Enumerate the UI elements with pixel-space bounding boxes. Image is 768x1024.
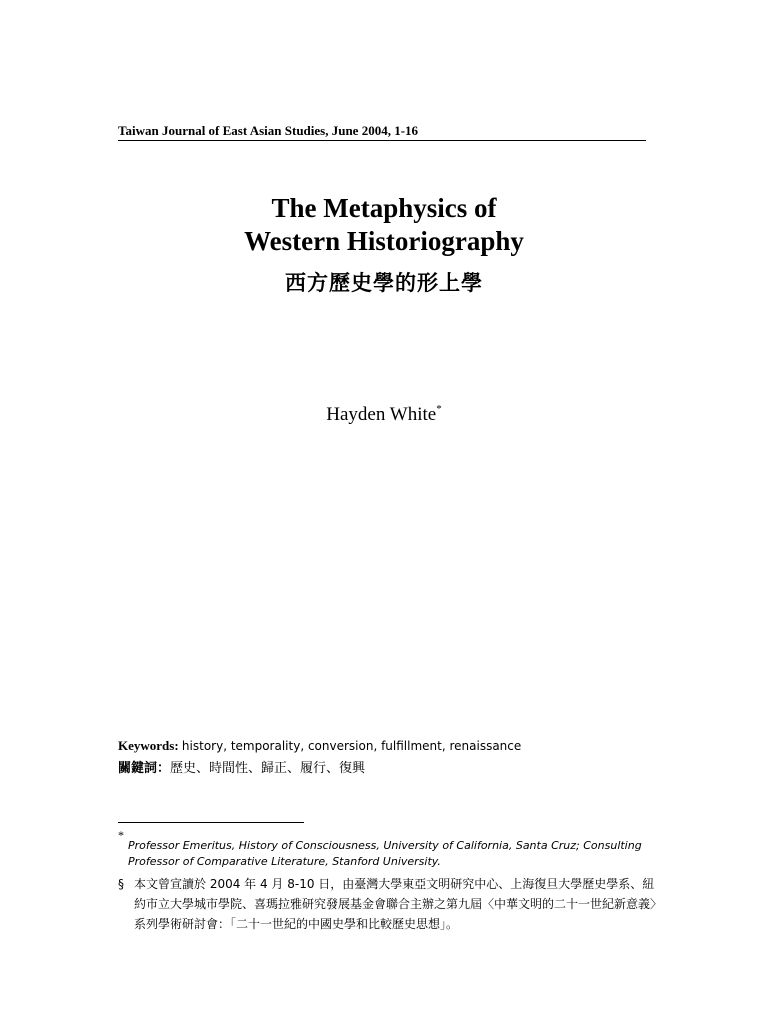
keywords-label: Keywords:	[118, 738, 179, 753]
author	[0, 403, 768, 427]
title-line-2: Western Historiography	[244, 226, 524, 256]
author-footnote-marker: *	[436, 403, 442, 415]
keywords	[118, 737, 521, 755]
footnote-affiliation: Professor Emeritus, History of Consciousness, University of California, Santa Cruz; Consulting Professor of Comparative Literature, Stanford University.	[128, 839, 642, 868]
footnote-marker: *	[118, 828, 124, 842]
journal-citation: Taiwan Journal of East Asian Studies, June 2004, 1-16	[118, 123, 419, 138]
title-line-1: The Metaphysics of	[271, 193, 497, 223]
keywords-chinese-label: 關鍵詞：	[118, 761, 171, 776]
keywords-chinese	[118, 759, 365, 779]
presentation-note	[118, 874, 658, 934]
author-name: Hayden White	[326, 404, 437, 425]
note-text: 本文曾宣讀於 2004 年 4 月 8-10 日，由臺灣大學東亞文明研究中心、上海復旦大學歷史學系、紐約市立大學城市學院、喜瑪拉雅研究發展基金會聯合主辦之第九屆〈中華文明的二十一世紀新意義〉系列學術研討會：「二十一世紀的中國史學和比較歷史思想」。	[134, 877, 657, 931]
keywords-values: history, temporality, conversion, fulfillment, renaissance	[181, 739, 522, 753]
note-marker: §	[118, 877, 124, 891]
footnote-divider	[118, 822, 304, 823]
keywords-chinese-values: 歷史、時間性、歸正、履行、復興	[170, 761, 366, 776]
journal-header	[118, 124, 646, 141]
title-chinese: 西方歷史學的形上學	[285, 271, 483, 295]
